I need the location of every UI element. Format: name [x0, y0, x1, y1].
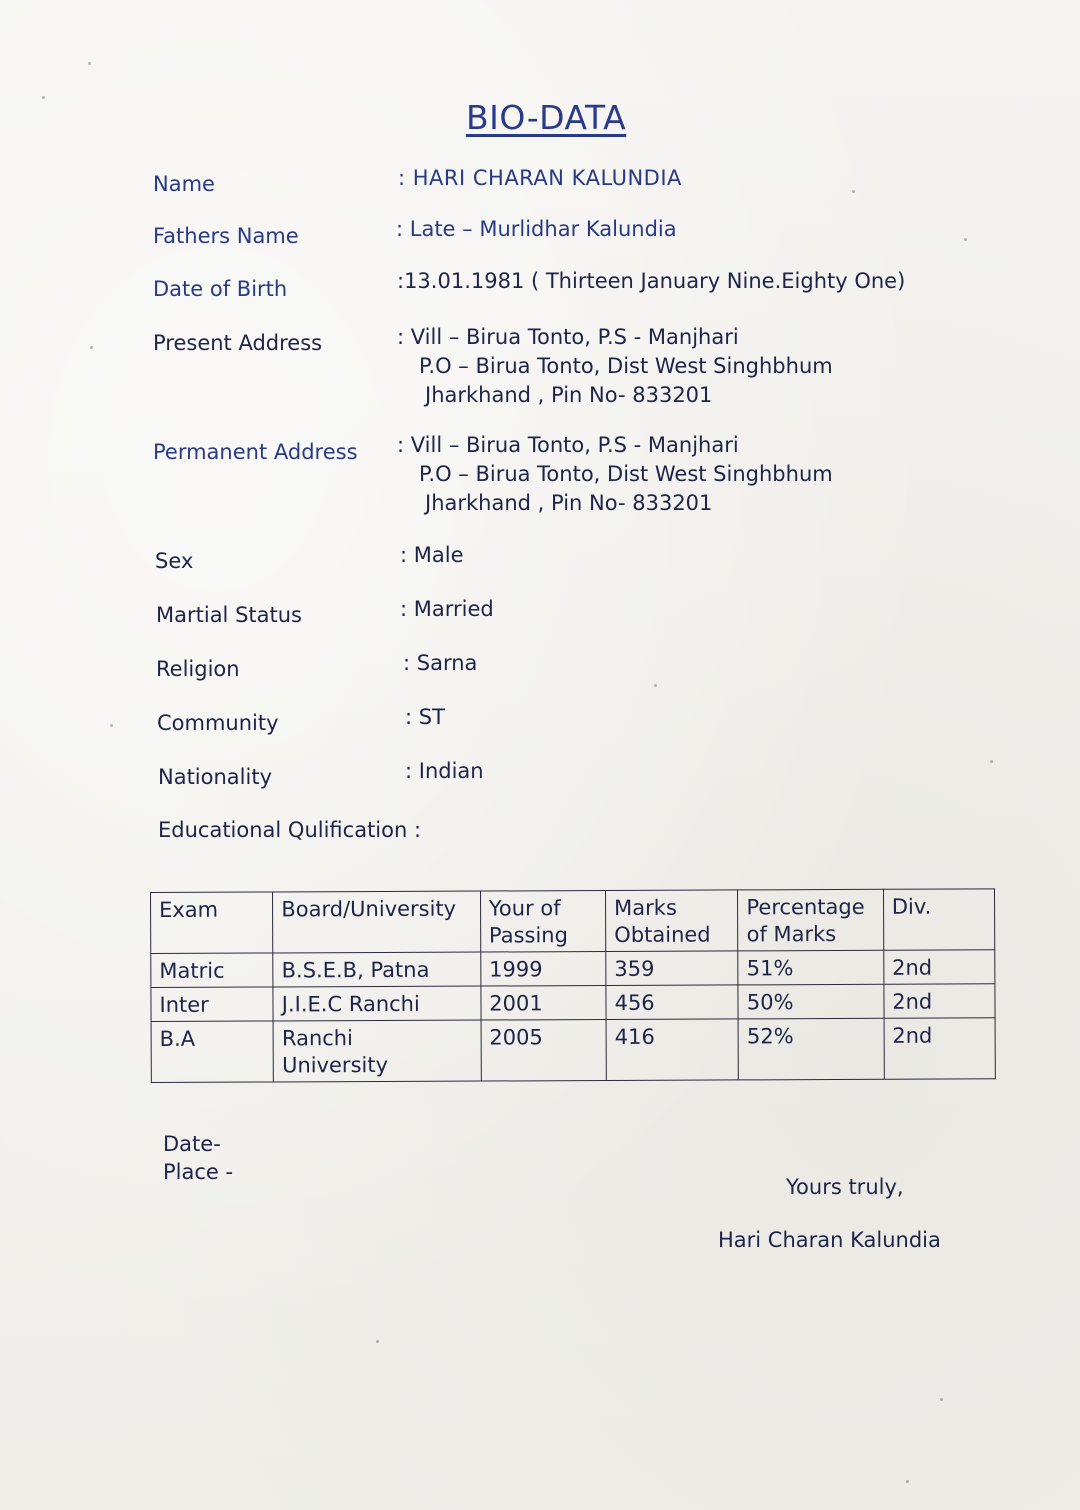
- paper-speck: [964, 238, 967, 241]
- education-table: [150, 888, 996, 1083]
- cell-marks: 359: [606, 951, 738, 986]
- paper-speck: [90, 346, 93, 349]
- paper-speck: [852, 190, 855, 193]
- cell-marks: 456: [606, 985, 738, 1020]
- field-label: Community: [157, 711, 279, 735]
- cell-year: 1999: [481, 952, 606, 987]
- field-label: Religion: [156, 657, 240, 681]
- column-header: Percentage of Marks: [738, 889, 884, 951]
- paper-speck: [110, 724, 113, 727]
- field-value: : Male: [400, 543, 464, 567]
- column-header: Board/University: [273, 891, 481, 953]
- table-row: [151, 984, 995, 1022]
- field-label: Present Address: [153, 331, 323, 355]
- cell-division: 2nd: [884, 1018, 996, 1079]
- cell-year: 2001: [481, 986, 606, 1021]
- address-line: : Vill – Birua Tonto, P.S - Manjhari: [397, 325, 739, 349]
- cell-exam: B.A: [151, 1021, 274, 1083]
- paper-speck: [990, 760, 993, 763]
- field-value: :13.01.1981 ( Thirteen January Nine.Eighty One): [397, 269, 906, 293]
- field-value: : ST: [405, 705, 445, 729]
- address-line: : Vill – Birua Tonto, P.S - Manjhari: [397, 433, 739, 457]
- paper-speck: [88, 62, 91, 65]
- paper-speck: [906, 1480, 909, 1483]
- field-label: Date of Birth: [153, 277, 288, 301]
- paper-speck: [654, 684, 657, 687]
- address-line: P.O – Birua Tonto, Dist West Singhbhum: [419, 354, 833, 378]
- cell-exam: Matric: [151, 953, 273, 988]
- cell-board: B.S.E.B, Patna: [273, 952, 481, 987]
- cell-division: 2nd: [883, 950, 994, 984]
- field-value: : HARI CHARAN KALUNDIA: [398, 166, 682, 190]
- education-heading: Educational Qulification :: [158, 818, 422, 842]
- field-label: Fathers Name: [153, 224, 299, 248]
- field-value: : Late – Murlidhar Kalundia: [396, 217, 677, 241]
- field-label: Martial Status: [156, 603, 302, 627]
- field-value: [397, 323, 833, 410]
- field-label: Name: [153, 172, 215, 196]
- field-label: Nationality: [158, 765, 273, 789]
- cell-division: 2nd: [884, 984, 995, 1018]
- paper-speck: [940, 1398, 943, 1401]
- paper-speck: [376, 1340, 379, 1343]
- field-value: : Married: [400, 597, 494, 621]
- field-value: : Sarna: [403, 651, 478, 675]
- cell-marks: 416: [606, 1019, 739, 1081]
- signature-name: Hari Charan Kalundia: [718, 1228, 941, 1252]
- cell-board: J.I.E.C Ranchi: [273, 986, 481, 1021]
- field-label: Permanent Address: [153, 440, 358, 464]
- address-line: Jharkhand , Pin No- 833201: [425, 383, 713, 407]
- cell-percentage: 52%: [738, 1018, 884, 1080]
- cell-exam: Inter: [151, 987, 273, 1022]
- column-header: Exam: [151, 892, 274, 954]
- cell-percentage: 51%: [738, 950, 883, 985]
- address-line: P.O – Birua Tonto, Dist West Singhbhum: [419, 462, 833, 486]
- table-row: [151, 950, 995, 988]
- cell-board: Ranchi University: [273, 1020, 481, 1082]
- column-header: Div.: [883, 889, 995, 950]
- document-title: BIO-DATA: [466, 98, 627, 137]
- closing-text: Yours truly,: [786, 1175, 904, 1199]
- field-label: Sex: [155, 549, 194, 573]
- date-place-block: [163, 1130, 233, 1186]
- table-header-row: [151, 889, 995, 954]
- column-header: Your of Passing: [480, 891, 606, 953]
- paper-speck: [42, 96, 45, 99]
- place-label: Place -: [163, 1160, 234, 1184]
- cell-year: 2005: [481, 1020, 607, 1082]
- table-row: [151, 1018, 995, 1083]
- field-value: : Indian: [405, 759, 484, 783]
- address-line: Jharkhand , Pin No- 833201: [425, 491, 713, 515]
- field-value: [397, 431, 833, 518]
- cell-percentage: 50%: [738, 984, 883, 1019]
- column-header: Marks Obtained: [606, 890, 739, 952]
- date-label: Date-: [163, 1132, 221, 1156]
